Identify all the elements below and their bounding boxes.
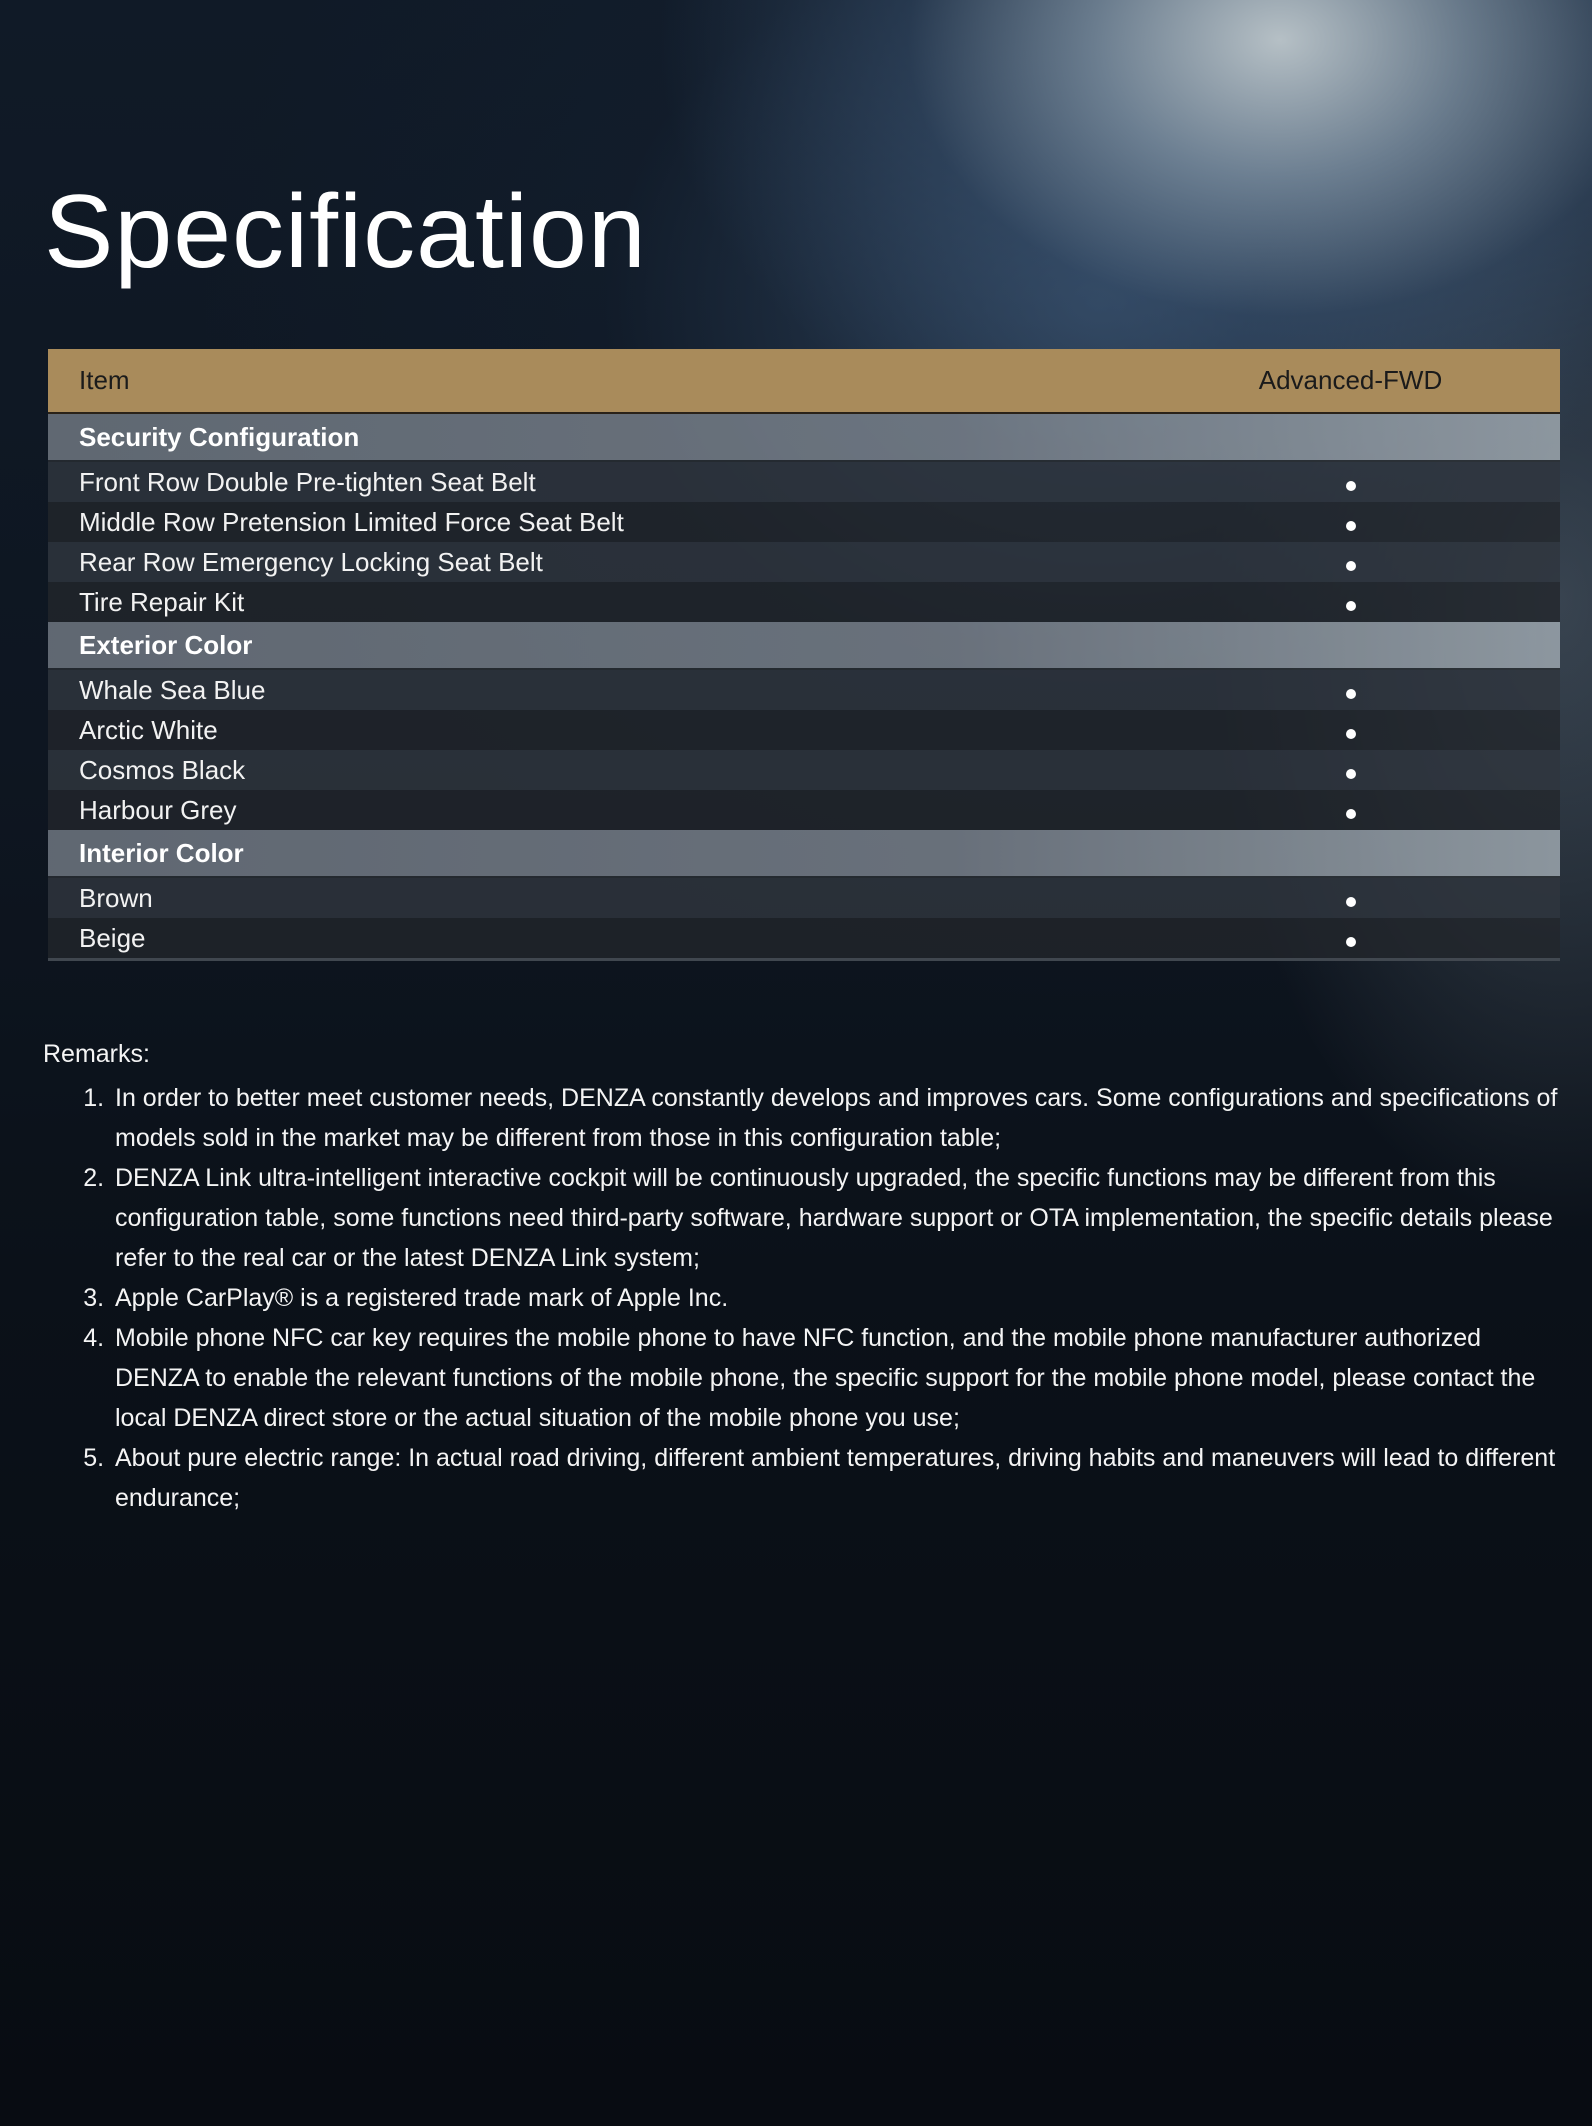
section-row-interior-color: [48, 830, 1560, 878]
availability-bullet: [1202, 467, 1499, 498]
header-item-label: Item: [79, 365, 130, 395]
availability-bullet: [1202, 923, 1499, 954]
row-label: Arctic White: [79, 714, 218, 745]
bullet-icon: [1346, 769, 1356, 779]
availability-bullet: [1202, 795, 1499, 826]
row-label: Front Row Double Pre-tighten Seat Belt: [79, 466, 536, 497]
remarks-section: [43, 1034, 1563, 1518]
spec-table: [48, 349, 1560, 961]
bullet-icon: [1346, 689, 1356, 699]
bullet-icon: [1346, 937, 1356, 947]
remarks-list: [43, 1078, 1563, 1518]
section-row-exterior-color: [48, 622, 1560, 670]
bullet-icon: [1346, 561, 1356, 571]
table-row: [48, 750, 1560, 790]
table-row: [48, 710, 1560, 750]
remark-item: 2. DENZA Link ultra-intelligent interactive cockpit will be continuously upgraded, the specific functions may be different from this configuration table, some functions need third-party software, hardware support or OTA implementation, the specific details please refer to the real car or the latest DENZA Link system;: [111, 1158, 1563, 1278]
section-title: Security Configuration: [79, 421, 360, 452]
table-row: [48, 502, 1560, 542]
section-row-security-configuration: [48, 414, 1560, 462]
table-bottom-border: [48, 958, 1560, 961]
remark-item: 3. Apple CarPlay® is a registered trade mark of Apple Inc.: [111, 1278, 1563, 1318]
remarks-title: Remarks:: [43, 1040, 150, 1068]
remark-item: 4. Mobile phone NFC car key requires the mobile phone to have NFC function, and the mobile phone manufacturer authorized DENZA to enable the relevant functions of the mobile phone, the specific support for the mobile phone model, please contact the local DENZA direct store or the actual situation of the mobile phone you use;: [111, 1318, 1563, 1438]
availability-bullet: [1202, 755, 1499, 786]
bullet-icon: [1346, 809, 1356, 819]
table-header-row: [48, 349, 1560, 414]
bullet-icon: [1346, 729, 1356, 739]
table-row: [48, 582, 1560, 622]
row-label: Beige: [79, 922, 146, 953]
row-label: Cosmos Black: [79, 754, 246, 785]
row-label: Whale Sea Blue: [79, 674, 266, 705]
row-label: Tire Repair Kit: [79, 586, 245, 617]
table-row: [48, 918, 1560, 958]
row-label: Harbour Grey: [79, 794, 237, 825]
page-title: Specification: [44, 174, 647, 290]
availability-bullet: [1202, 883, 1499, 914]
bullet-icon: [1346, 481, 1356, 491]
availability-bullet: [1202, 547, 1499, 578]
section-title: Interior Color: [79, 837, 244, 868]
table-row: [48, 878, 1560, 918]
bullet-icon: [1346, 521, 1356, 531]
table-row: [48, 462, 1560, 502]
row-label: Middle Row Pretension Limited Force Seat Belt: [79, 506, 624, 537]
header-model-label: Advanced-FWD: [1258, 365, 1443, 395]
table-row: [48, 542, 1560, 582]
availability-bullet: [1202, 587, 1499, 618]
section-title: Exterior Color: [79, 629, 253, 660]
bullet-icon: [1346, 897, 1356, 907]
row-label: Brown: [79, 882, 153, 913]
bullet-icon: [1346, 601, 1356, 611]
availability-bullet: [1202, 715, 1499, 746]
table-row: [48, 790, 1560, 830]
table-row: [48, 670, 1560, 710]
remark-item: 5. About pure electric range: In actual road driving, different ambient temperatures, driving habits and maneuvers will lead to different endurance;: [111, 1438, 1563, 1518]
availability-bullet: [1202, 675, 1499, 706]
row-label: Rear Row Emergency Locking Seat Belt: [79, 546, 543, 577]
remark-item: 1. In order to better meet customer needs, DENZA constantly develops and improves cars. Some configurations and specifications of models sold in the market may be different from those in this configuration table;: [111, 1078, 1563, 1158]
availability-bullet: [1202, 507, 1499, 538]
